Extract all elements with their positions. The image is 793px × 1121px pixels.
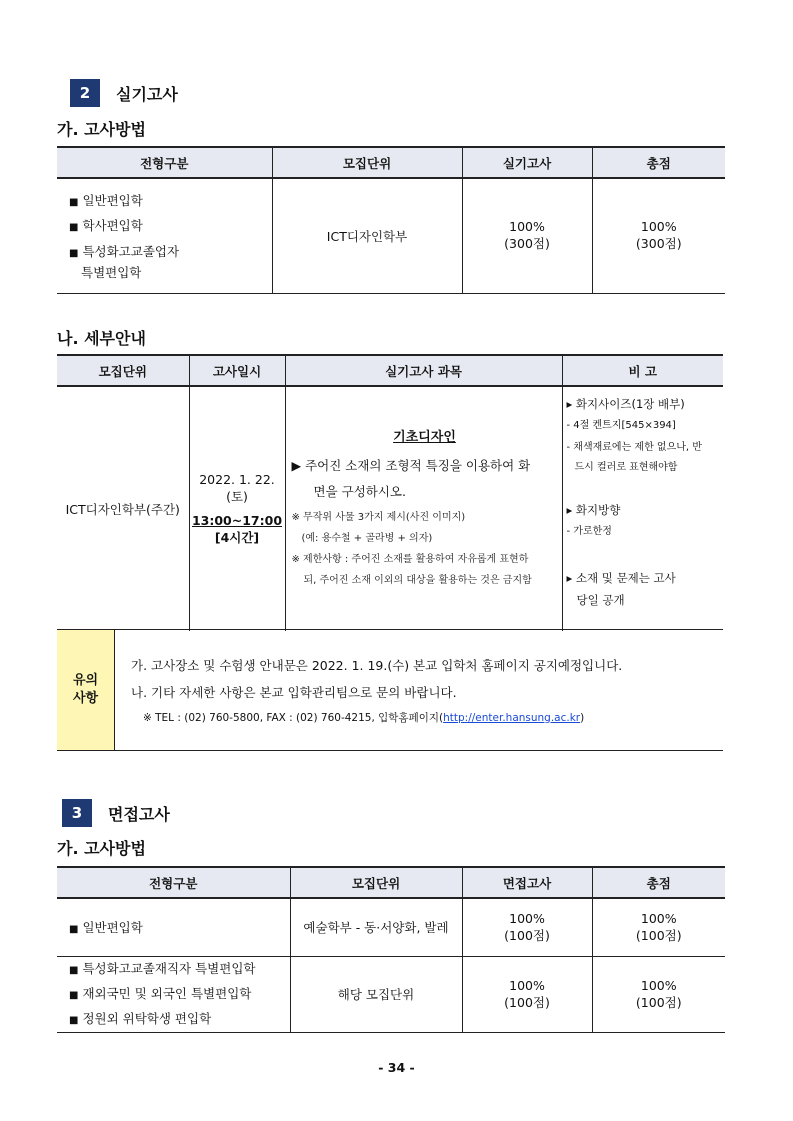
header-cell: 총점 <box>592 867 725 898</box>
score-cell: 100% (100점) <box>462 956 592 1032</box>
practical-method-table <box>57 146 725 294</box>
subsection-exam-method: 가. 고사방법 <box>57 120 146 139</box>
admission-homepage-link[interactable]: http://enter.hansung.ac.kr <box>443 712 581 724</box>
exam-duration: [4시간] <box>214 530 260 545</box>
remark-item: ▸ 화지사이즈(1장 배부) <box>566 397 685 411</box>
subsection-details: 나. 세부안내 <box>57 329 146 348</box>
remark-item: - 4절 켄트지[545×394] <box>566 420 676 431</box>
practical-detail-table <box>57 354 723 631</box>
header-cell: 비 고 <box>562 355 723 386</box>
list-item: ■ 정원외 위탁학생 편입학 <box>69 1010 212 1026</box>
score-cell: 100% (100점) <box>462 898 592 956</box>
exam-date: 2022. 1. 22.(토) <box>199 472 275 504</box>
exam-type-cell <box>57 956 290 1032</box>
notice-line: 가. 고사장소 및 수험생 안내문은 2022. 1. 19.(수) 본교 입학처 홈페이지 공지예정입니다. <box>131 658 623 673</box>
subsection-interview-method: 가. 고사방법 <box>57 839 146 858</box>
header-cell: 모집단위 <box>290 867 462 898</box>
remark-item: 당일 공개 <box>576 593 625 607</box>
header-cell: 전형구분 <box>57 867 290 898</box>
header-cell: 총점 <box>592 147 725 178</box>
subject-note: 되, 주어진 소재 이외의 대상을 활용하는 것은 금지함 <box>303 575 532 586</box>
list-item: ■ 학사편입학 <box>69 218 143 234</box>
header-cell: 면접고사 <box>462 867 592 898</box>
page-number: - 34 - <box>378 1060 415 1075</box>
list-item: ■ 재외국민 및 외국인 특별편입학 <box>69 985 252 1001</box>
header-cell: 모집단위 <box>272 147 462 178</box>
subject-desc: 면을 구성하시오. <box>313 484 406 499</box>
interview-method-table <box>57 866 725 1033</box>
subject-title: 기초디자인 <box>393 430 456 445</box>
section-title-interview: 면접고사 <box>108 805 170 824</box>
exam-time: 13:00~17:00 <box>191 513 283 528</box>
remarks-cell <box>562 386 723 631</box>
datetime-cell <box>189 386 285 631</box>
section-number-2: 2 <box>70 79 100 107</box>
unit-cell: ICT디자인학부 <box>272 178 462 293</box>
list-item: ■ 특성화고교졸재직자 특별편입학 <box>69 960 256 976</box>
notice-line: 나. 기타 자세한 사항은 본교 입학관리팀으로 문의 바랍니다. <box>131 685 457 700</box>
remark-item: - 채색재료에는 제한 없으나, 반 <box>566 442 702 453</box>
unit-cell: ICT디자인학부(주간) <box>57 386 189 631</box>
subject-note: (예: 용수철 + 골라병 + 의자) <box>301 533 433 544</box>
list-item: ■ 일반편입학 <box>69 193 143 209</box>
notice-contact: ※ TEL : (02) 760-5800, FAX : (02) 760-4215, 입학홈페이지(http://enter.hansung.ac.kr) <box>143 712 585 724</box>
notice-label: 유의 사항 <box>57 630 115 750</box>
section-title-practical-exam: 실기고사 <box>116 85 178 104</box>
list-item: 특별편입학 <box>81 265 142 281</box>
header-cell: 실기고사 과목 <box>285 355 562 386</box>
total-cell: 100% (100점) <box>635 910 682 943</box>
unit-cell: 해당 모집단위 <box>290 956 462 1032</box>
remark-item: ▸ 소재 및 문제는 고사 <box>566 571 676 585</box>
unit-cell: 예술학부 - 동·서양화, 발레 <box>290 898 462 956</box>
score-cell: 100% (300점) <box>462 178 592 293</box>
exam-type-cell: ■ 일반편입학 <box>57 898 290 956</box>
list-item: ■ 특성화고교졸업자 <box>69 244 180 260</box>
subject-note: ※ 무작위 사물 3가지 제시(사진 이미지) <box>291 512 466 523</box>
subject-cell <box>285 386 562 631</box>
header-cell: 전형구분 <box>57 147 272 178</box>
notice-box <box>57 629 723 751</box>
total-cell: 100% (100점) <box>635 977 682 1010</box>
header-cell: 실기고사 <box>462 147 592 178</box>
total-cell: 100% (300점) <box>635 219 682 252</box>
remark-item: 드시 컬러로 표현해야함 <box>574 462 678 473</box>
remark-item: ▸ 화지방향 <box>566 503 621 517</box>
subject-note: ※ 제한사항 : 주어진 소재를 활용하여 자유롭게 표현하 <box>291 554 529 565</box>
remark-item: - 가로한정 <box>566 526 612 537</box>
header-cell: 모집단위 <box>57 355 189 386</box>
subject-desc: ▶ 주어진 소재의 조형적 특징을 이용하여 화 <box>291 458 531 473</box>
exam-type-cell <box>57 178 272 293</box>
section-number-3: 3 <box>62 799 92 827</box>
header-cell: 고사일시 <box>189 355 285 386</box>
